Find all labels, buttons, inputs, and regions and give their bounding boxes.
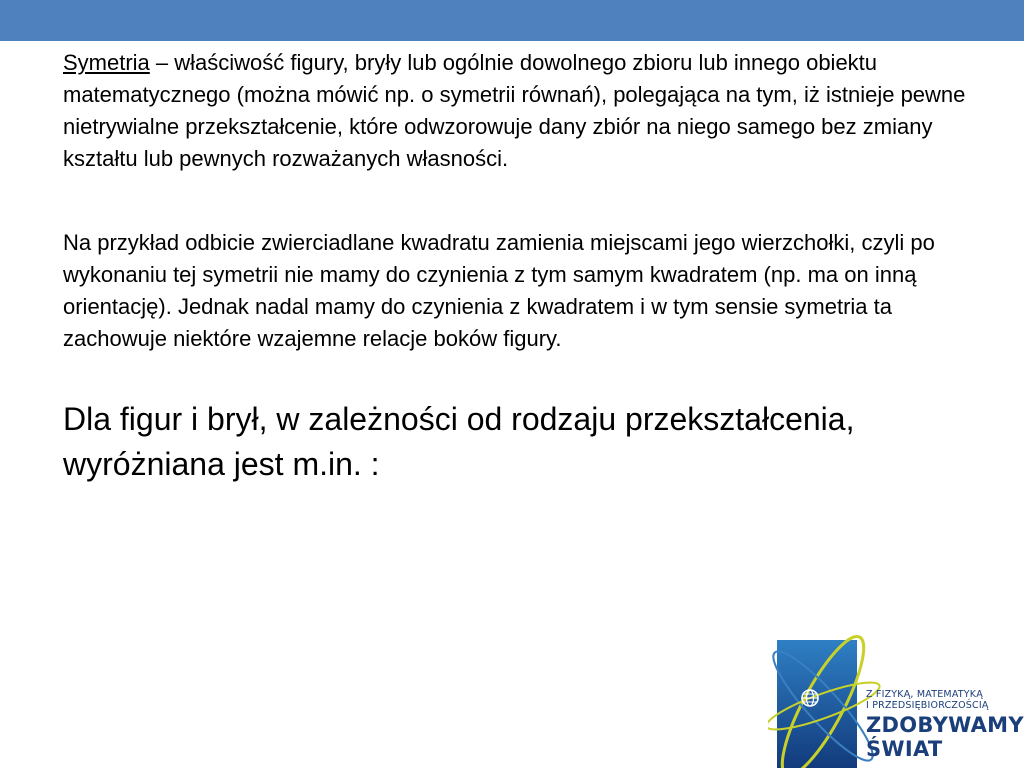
top-bar — [0, 0, 1024, 41]
example-paragraph: Na przykład odbicie zwierciadlane kwadratu zamienia miejscami jego wierzchołki, czyli po wykonaniu tej symetrii nie mamy do czynienia z tym samym kwadratem (np. ma on inną orientację). Jednak nadal mamy do czynienia z kwadratem i w tym sensie symetria ta zachowuje niektóre wzajemne relacje boków figury. — [63, 230, 935, 351]
lead-paragraph: Dla figur i brył, w zależności od rodzaju przekształcenia, wyróżniana jest m.in. : — [63, 401, 855, 482]
symetria-link[interactable]: Symetria — [63, 50, 150, 75]
logo-line-1: Z FIZYKĄ, MATEMATYKĄ — [866, 689, 983, 700]
logo-line-2: I PRZEDSIĘBIORCZOŚCIĄ — [866, 700, 989, 711]
slide-content — [63, 47, 973, 487]
definition-paragraph — [63, 47, 973, 175]
logo-line-3: ZDOBYWAMY — [866, 713, 1024, 737]
logo-line-4: ŚWIAT — [866, 737, 943, 761]
logo-text — [866, 689, 1024, 761]
definition-text: – właściwość figury, bryły lub ogólnie dowolnego zbioru lub innego obiektu matematycznego (można mówić np. o symetrii równań), polegająca na tym, iż istnieje pewne nietrywialne przekształcenie, które odwzorowuje dany zbiór na niego samego bez zmiany kształtu lub pewnych rozważanych własności. — [63, 50, 966, 171]
